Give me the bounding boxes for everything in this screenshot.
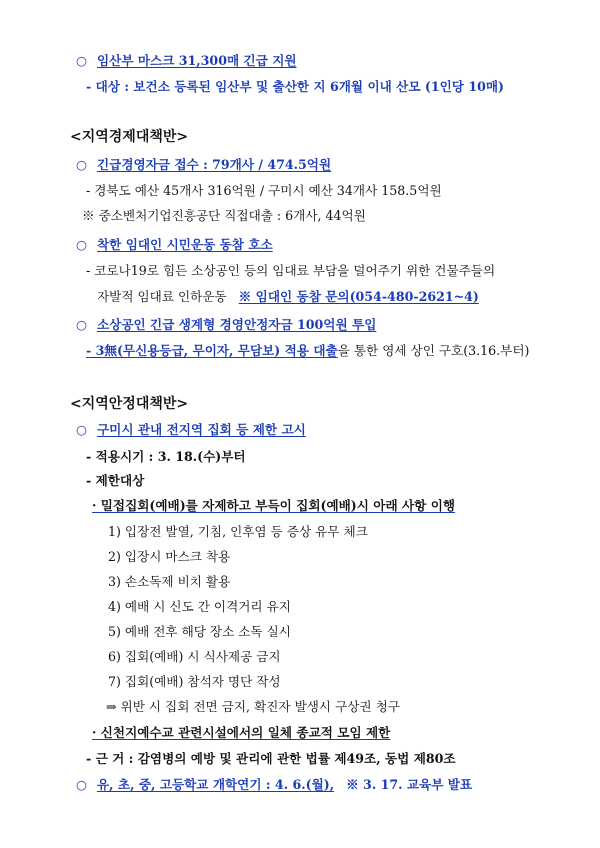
- circle-bullet-icon: ○: [76, 777, 87, 792]
- stabilization-fund-line: [86, 342, 529, 360]
- rule-item-4: 4) 예배 시 신도 간 이격거리 유지: [108, 599, 291, 614]
- restriction-target-line: - 제한대상: [86, 473, 145, 488]
- landlord-desc-line1: - 코로나19로 힘든 소상공인 등의 임대료 부담을 덜어주기 위한 건물주들의: [86, 263, 496, 278]
- mask-support-title: 임산부 마스크 31,300매 긴급 지원: [97, 53, 297, 68]
- school-delay-heading: [76, 776, 472, 794]
- legal-basis-line: - 근 거 : 감염병의 예방 및 관리에 관한 법률 제49조, 동법 제80조: [86, 751, 456, 766]
- assembly-restriction-heading: [76, 421, 306, 439]
- school-delay-note: ※ 3. 17. 교육부 발표: [346, 777, 473, 792]
- landlord-campaign-title: 착한 임대인 시민운동 동참 호소: [97, 237, 273, 252]
- landlord-contact-note: ※ 임대인 동참 문의(054-480-2621~4): [238, 289, 479, 304]
- effective-date-line: - 적용시기 : 3. 18.(수)부터: [86, 449, 246, 464]
- rule-item-5: 5) 예배 전후 해당 장소 소독 실시: [108, 624, 291, 639]
- rule-item-3: 3) 손소독제 비치 활용: [108, 574, 231, 589]
- no-credit-loan-text: - 3無(무신용등급, 무이자, 무담보) 적용 대출: [86, 343, 338, 358]
- budget-line: - 경북도 예산 45개사 316억원 / 구미시 예산 34개사 158.5억원: [86, 183, 442, 198]
- assembly-restriction-title: 구미시 관내 전지역 집회 등 제한 고시: [97, 422, 306, 437]
- school-delay-title: 유, 초, 중, 고등학교 개학연기 : 4. 6.(월),: [97, 777, 335, 792]
- close-gathering-line: [92, 497, 455, 515]
- circle-bullet-icon: ○: [76, 317, 87, 332]
- circle-bullet-icon: ○: [76, 237, 87, 252]
- regional-stability-header: <지역안정대책반>: [70, 396, 189, 412]
- rule-item-1: 1) 입장전 발열, 기침, 인후염 등 증상 유무 체크: [108, 524, 368, 539]
- direct-loan-note: ※ 중소벤처기업진흥공단 직접대출 : 6개사, 44억원: [82, 208, 366, 223]
- close-gathering-text: · 밀접집회(예배)를 자제하고 부득이 집회(예배)시 아래 사항 이행: [92, 498, 456, 513]
- rule-item-6: 6) 집회(예배) 시 식사제공 금지: [108, 649, 281, 664]
- stabilization-fund-title: 소상공인 긴급 생계형 경영안정자금 100억원 투입: [97, 317, 377, 332]
- shincheonji-line: [92, 724, 390, 742]
- mask-support-heading: [76, 52, 297, 70]
- emergency-fund-heading: [76, 156, 331, 174]
- shincheonji-text: · 신천지예수교 관련시설에서의 일체 종교적 모임 제한: [92, 725, 391, 740]
- relief-text: 을 통한 영세 상인 구호(3.16.부터): [337, 343, 530, 358]
- landlord-desc-text: 자발적 임대료 인하운동: [97, 289, 227, 304]
- circle-bullet-icon: ○: [76, 157, 87, 172]
- circle-bullet-icon: ○: [76, 53, 87, 68]
- stabilization-fund-heading: [76, 316, 376, 334]
- mask-target-line: - 대상 : 보건소 등록된 임산부 및 출산한 지 6개월 이내 산모 (1인당 10매): [86, 79, 504, 94]
- regional-economy-header: <지역경제대책반>: [70, 129, 189, 145]
- rule-item-2: 2) 입장시 마스크 착용: [108, 549, 231, 564]
- landlord-desc-line2: [97, 288, 479, 306]
- violation-penalty-line: ⇒ 위반 시 집회 전면 금지, 확진자 발생시 구상권 청구: [106, 699, 400, 714]
- circle-bullet-icon: ○: [76, 422, 87, 437]
- landlord-campaign-heading: [76, 236, 273, 254]
- rule-item-7: 7) 집회(예배) 참석자 명단 작성: [108, 674, 281, 689]
- emergency-fund-title: 긴급경영자금 접수 : 79개사 / 474.5억원: [97, 157, 332, 172]
